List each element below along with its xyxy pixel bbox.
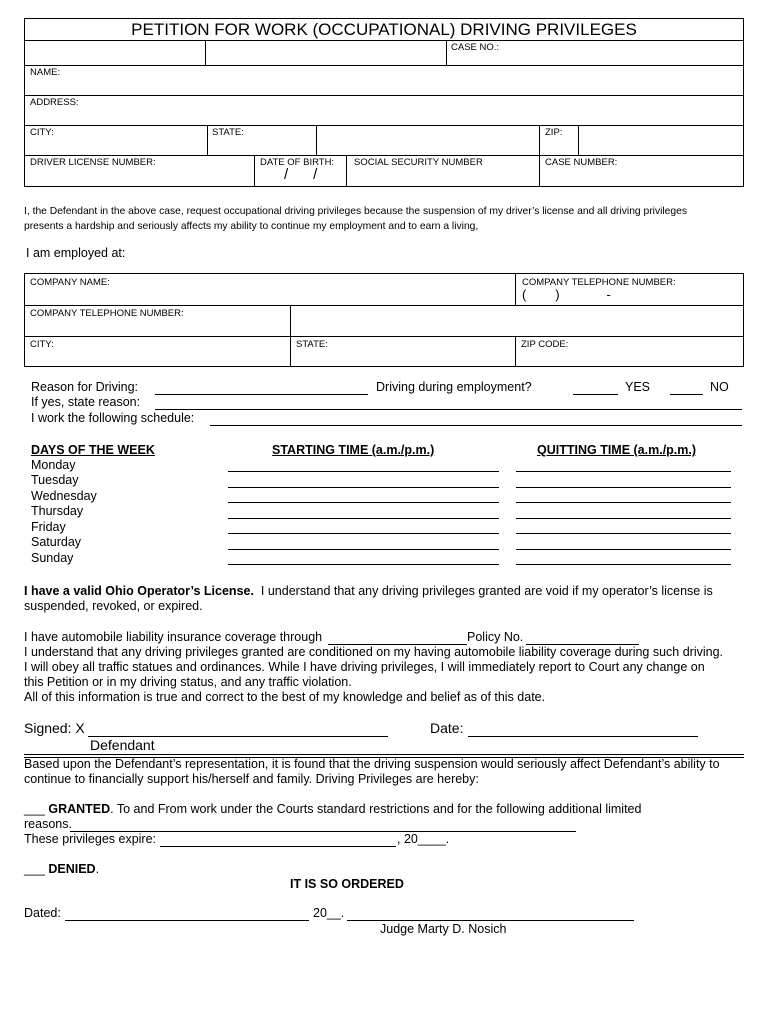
denied-blank[interactable]: ___ [24, 862, 45, 876]
dated-year: 20__. [313, 906, 345, 920]
divider [539, 155, 540, 187]
divider [578, 125, 579, 155]
name-label: NAME: [30, 67, 61, 78]
day-label: Thursday [31, 504, 84, 518]
no-label: NO [710, 380, 729, 394]
if-yes-label: If yes, state reason: [31, 395, 141, 409]
dob-label: DATE OF BIRTH: [260, 157, 335, 168]
day-label: Friday [31, 520, 66, 534]
company-name-label: COMPANY NAME: [30, 277, 110, 288]
state-label: STATE: [212, 127, 244, 138]
divider [24, 125, 744, 126]
city-label: CITY: [30, 127, 54, 138]
divider [346, 155, 347, 187]
quit-header: QUITTING TIME (a.m./p.m.) [537, 443, 697, 457]
signed-label: Signed: X [24, 720, 85, 736]
request-text-line1: I, the Defendant in the above case, request occupational driving privileges because the suspension of my driver’s license and all driving privileges [24, 206, 688, 217]
denied-bold: DENIED [48, 862, 96, 876]
start-time-field[interactable] [228, 533, 499, 534]
divider [515, 273, 516, 305]
expire-label: These privileges expire: [24, 832, 157, 846]
section-divider [24, 754, 744, 755]
quit-time-field[interactable] [516, 502, 731, 503]
ssn-label: SOCIAL SECURITY NUMBER [354, 157, 483, 168]
employed-at-label: I am employed at: [26, 246, 126, 260]
start-time-field[interactable] [228, 564, 499, 565]
so-ordered: IT IS SO ORDERED [290, 877, 404, 891]
granted-rest: . To and From work under the Courts standard restrictions and for the following additional limited [110, 802, 642, 816]
employer-state-label: STATE: [296, 339, 328, 350]
divider [24, 336, 744, 337]
denied-dot: . [95, 862, 100, 876]
day-label: Wednesday [31, 489, 97, 503]
quit-time-field[interactable] [516, 564, 731, 565]
address-field[interactable] [25, 108, 743, 124]
if-yes-field[interactable] [155, 409, 742, 410]
start-time-field[interactable] [228, 471, 499, 472]
granted-blank[interactable]: ___ [24, 802, 45, 816]
yes-blank[interactable] [573, 394, 618, 395]
address-label: ADDRESS: [30, 97, 79, 108]
company-phone-label-2: COMPANY TELEPHONE NUMBER: [30, 308, 184, 319]
divider [539, 125, 540, 155]
case-no-label: CASE NO.: [451, 42, 500, 53]
start-time-field[interactable] [228, 518, 499, 519]
start-header: STARTING TIME (a.m./p.m.) [272, 443, 435, 457]
driver-license-label: DRIVER LICENSE NUMBER: [30, 157, 156, 168]
day-label: Saturday [31, 535, 82, 549]
court-finding-line: Based upon the Defendant’s representation, it is found that the driving suspension would seriously affect Defendant’s ability to [24, 757, 720, 771]
during-employment-label: Driving during employment? [376, 380, 532, 394]
divider [24, 305, 744, 306]
day-label: Monday [31, 458, 76, 472]
statement-line: All of this information is true and correct to the best of my knowledge and belief as of this date. [24, 690, 546, 704]
divider [290, 305, 291, 367]
no-blank[interactable] [670, 394, 703, 395]
license-statement [24, 584, 713, 599]
reasons-label: reasons. [24, 817, 72, 831]
days-header: DAYS OF THE WEEK [31, 443, 155, 457]
start-time-field[interactable] [228, 549, 499, 550]
divider [515, 336, 516, 367]
schedule-label: I work the following schedule: [31, 411, 195, 425]
license-line2: suspended, revoked, or expired. [24, 599, 203, 613]
quit-time-field[interactable] [516, 471, 731, 472]
granted-line [24, 802, 641, 817]
license-rest: I understand that any driving privileges granted are void if my operator’s license is [253, 584, 713, 598]
case-number-label: CASE NUMBER: [545, 157, 618, 168]
dated-field[interactable] [65, 920, 309, 921]
divider [24, 40, 744, 41]
employer-zip-label: ZIP CODE: [521, 339, 569, 350]
dob-slashes: / / [284, 166, 318, 183]
request-text-line2: presents a hardship and seriously affects my ability to continue my employment and to earn a living, [24, 221, 479, 232]
divider [207, 125, 208, 155]
day-label: Tuesday [31, 473, 79, 487]
zip-label: ZIP: [545, 127, 563, 138]
judge-signature-field[interactable] [347, 920, 634, 921]
granted-bold: GRANTED [48, 802, 111, 816]
employer-city-label: CITY: [30, 339, 54, 350]
day-label: Sunday [31, 551, 74, 565]
policy-label: Policy No. [467, 630, 524, 644]
quit-time-field[interactable] [516, 487, 731, 488]
yes-label: YES [625, 380, 651, 394]
reason-field[interactable] [155, 394, 368, 395]
expire-field[interactable] [160, 846, 396, 847]
denied-line [24, 862, 99, 877]
phone-mask: ( ) - [522, 287, 611, 302]
date-field[interactable] [468, 736, 698, 737]
defendant-label: Defendant [90, 737, 155, 753]
divider [205, 40, 206, 65]
start-time-field[interactable] [228, 502, 499, 503]
quit-time-field[interactable] [516, 518, 731, 519]
statement-line: I will obey all traffic statues and ordinances. While I have driving privileges, I will immediately report to Court any change on [24, 660, 705, 674]
divider [24, 155, 744, 156]
page-title: PETITION FOR WORK (OCCUPATIONAL) DRIVING PRIVILEGES [131, 20, 637, 39]
start-time-field[interactable] [228, 487, 499, 488]
divider [24, 65, 744, 66]
divider [254, 155, 255, 187]
divider [316, 125, 317, 155]
quit-time-field[interactable] [516, 549, 731, 550]
insurance-label: I have automobile liability insurance coverage through [24, 630, 323, 644]
quit-time-field[interactable] [516, 533, 731, 534]
license-bold: I have a valid Ohio Operator’s License. [24, 584, 254, 598]
dated-label: Dated: [24, 906, 61, 920]
reason-label: Reason for Driving: [31, 380, 138, 394]
statement-line: I understand that any driving privileges granted are conditioned on my having automobile liability coverage during such driving. [24, 645, 724, 659]
schedule-field[interactable] [210, 425, 742, 426]
court-finding-line: continue to financially support his/herself and family. Driving Privileges are hereby: [24, 772, 479, 786]
divider [24, 95, 744, 96]
judge-name: Judge Marty D. Nosich [380, 922, 507, 936]
company-phone-label: COMPANY TELEPHONE NUMBER: [522, 277, 676, 288]
name-field[interactable] [25, 78, 743, 94]
date-label: Date: [430, 720, 464, 736]
expire-year: , 20____. [397, 832, 450, 846]
statement-line: this Petition or in my driving status, and any traffic violation. [24, 675, 352, 689]
case-no-field[interactable] [447, 54, 743, 64]
